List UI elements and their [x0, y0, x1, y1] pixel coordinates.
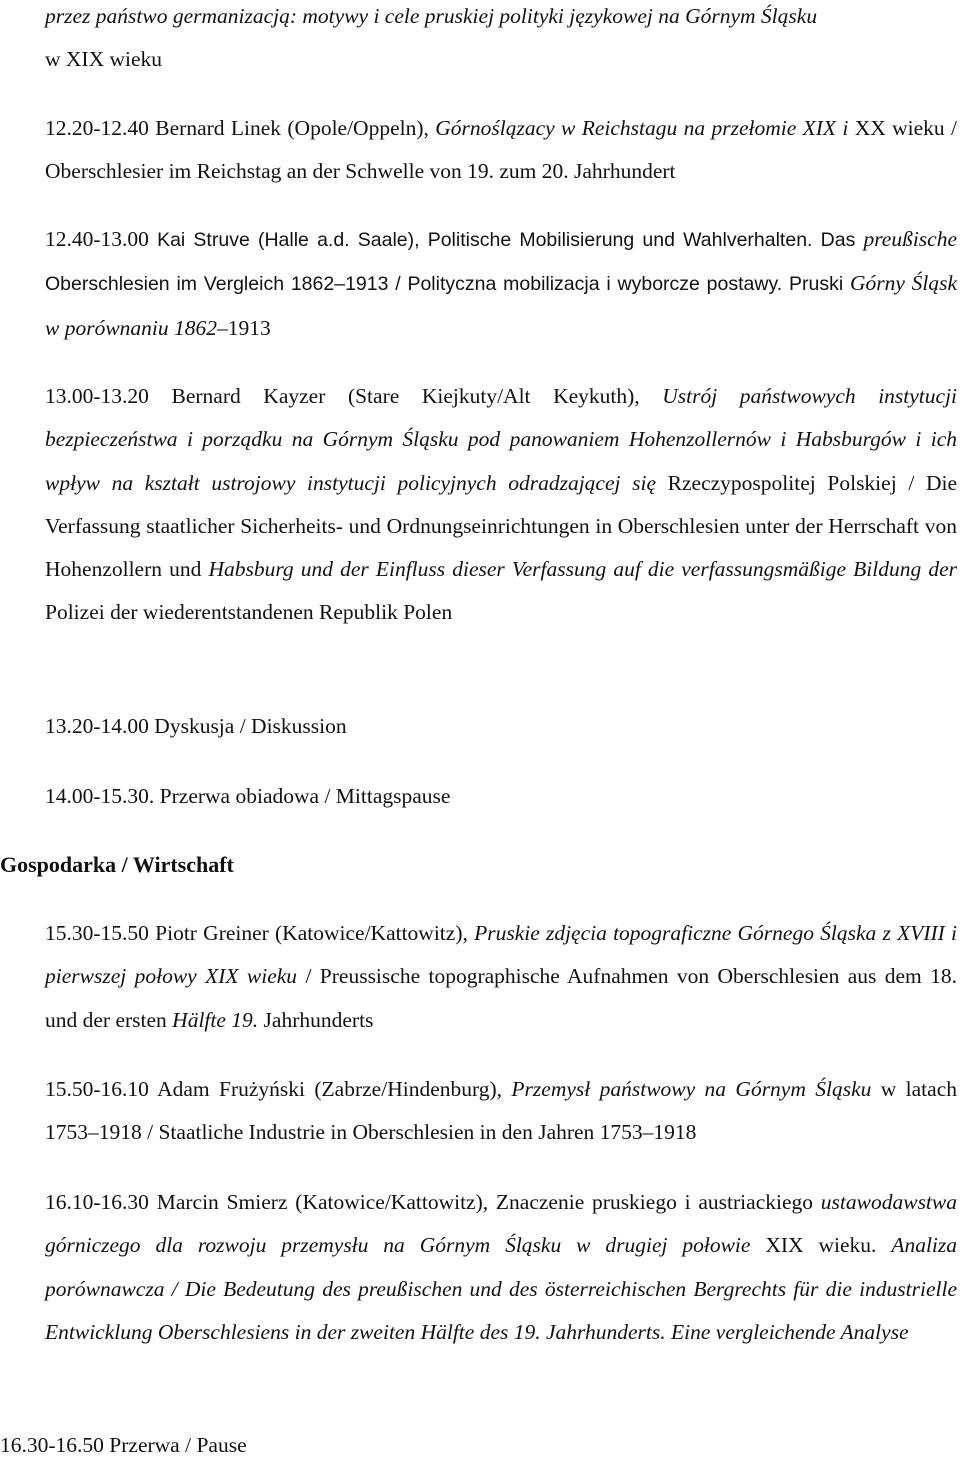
time-slot: 12.40-13.00 — [45, 227, 149, 251]
program-entry — [45, 375, 957, 635]
program-entry — [0, 1424, 957, 1467]
speaker: Marcin Smierz (Katowice/Kattowitz), — [156, 1190, 489, 1214]
talk-title: w latach 1753–1918 / Staatliche Industrie in Oberschlesien in den Jahren 1753–1918 — [45, 1077, 957, 1145]
talk-title: Oberschlesien im Vergleich 1862–1913 / Polityczna mobilizacja i wyborcze postawy. Pruski — [45, 273, 844, 296]
session-label: Przerwa / Pause — [109, 1433, 247, 1457]
program-entry — [45, 775, 957, 818]
session-label: Dyskusja / Diskussion — [154, 714, 347, 738]
talk-title: Górnoślązacy w Reichstagu na przełomie XIX i — [435, 116, 849, 140]
program-entry — [45, 1181, 957, 1354]
time-slot: 15.50-16.10 — [45, 1077, 149, 1101]
speaker: Adam Frużyński (Zabrze/Hindenburg), — [157, 1077, 503, 1101]
talk-title: / Preussische topographische Aufnahmen von Oberschlesien aus dem 18. und der ersten — [45, 964, 958, 1032]
talk-title: Jahrhunderts — [263, 1007, 374, 1032]
talk-title: przez państwo germanizacją: motywy i cele pruskiej polityki językowej na Górnym Śląsku — [45, 4, 818, 28]
talk-title: –1913 — [217, 315, 271, 340]
talk-title: Rzeczypospolitej Polskiej / Die Verfassung staatlicher Sicherheits- und Ordnungseinrichtungen in Oberschlesien unter der Herrschaft von Hohenzollern und — [45, 470, 957, 582]
talk-title: Przemysł państwowy na Górnym Śląsku — [511, 1077, 872, 1101]
program-entry — [45, 912, 957, 1042]
time-slot: 13.00-13.20 — [45, 384, 149, 408]
talk-title: Habsburg und der Einfluss dieser Verfassung auf die verfassungsmäßige Bildung der — [208, 557, 957, 582]
time-slot: 16.10-16.30 — [45, 1190, 149, 1214]
talk-title: Górny Śląsk w porównaniu 1862 — [45, 271, 958, 340]
speaker: Bernard Linek (Opole/Oppeln), — [155, 116, 429, 140]
talk-title: preußische — [863, 227, 958, 251]
talk-title: Politische Mobilisierung und Wahlverhalten. Das — [427, 229, 856, 251]
program-entry — [45, 218, 957, 350]
talk-title: Znaczenie pruskiego i austriackiego — [495, 1190, 813, 1214]
speaker: Kai Struve (Halle a.d. Saale), — [157, 229, 420, 251]
talk-title: Analiza porównawcza / Die Bedeutung des preußischen und des österreichischen Bergrechts für die industrielle Entwicklung Oberschlesiens in der zweiten Hälfte des 19. Jahrhunderts. Eine vergleichende Analyse — [45, 1233, 958, 1344]
speaker: Bernard Kayzer (Stare Kiejkuty/Alt Keykuth), — [171, 384, 640, 408]
section-heading: Gospodarka / Wirtschaft — [0, 852, 234, 877]
program-entry — [45, 705, 957, 748]
speaker: Piotr Greiner (Katowice/Kattowitz), — [155, 921, 468, 945]
talk-title: w XIX wieku — [45, 47, 163, 72]
talk-title: Ustrój państwowych instytucji bezpieczeństwa i porządku na Górnym Śląsku pod panowaniem Hohenzollernów i Habsburgów i ich wpływ na kształt ustrojowy instytucji policyjnych odradzającej się — [45, 384, 958, 495]
time-slot: 12.20-12.40 — [45, 116, 149, 140]
talk-title: XIX wieku. — [765, 1233, 877, 1258]
program-entry — [45, 1068, 957, 1155]
talk-title: Hälfte 19. — [172, 1007, 259, 1032]
time-slot: 13.20-14.00 — [45, 714, 149, 738]
talk-title: Pruskie zdjęcia topograficzne Górnego Śląska z XVIII i pierwszej połowy XIX wieku — [45, 921, 958, 989]
talk-title: ustawodawstwa górniczego dla rozwoju przemysłu na Górnym Śląsku w drugiej połowie — [45, 1190, 957, 1258]
time-slot: 14.00-15.30. — [45, 784, 155, 808]
session-label: Przerwa obiadowa / Mittagspause — [159, 784, 451, 808]
program-entry — [45, 107, 957, 194]
program-entry-continuation — [45, 0, 957, 82]
talk-title: Polizei der wiederentstandenen Republik Polen — [45, 600, 453, 625]
time-slot: 16.30-16.50 — [0, 1433, 104, 1457]
talk-title: XX wieku / Oberschlesier im Reichstag an der Schwelle von 19. zum 20. Jahrhundert — [45, 116, 958, 184]
time-slot: 15.30-15.50 — [45, 921, 149, 945]
